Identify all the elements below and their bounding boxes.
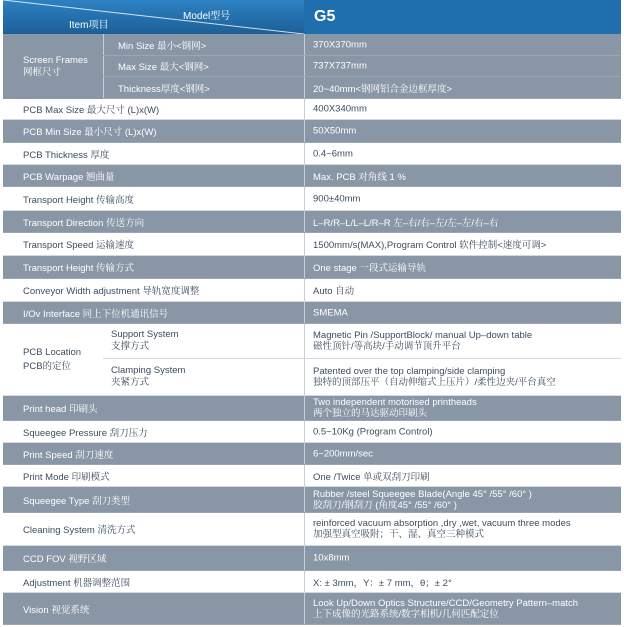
- row-label: PCB Thickness 厚度: [23, 149, 110, 161]
- row-value-en: Look Up/Down Optics Structure/CCD/Geometry Pattern–match: [313, 597, 579, 609]
- table-row: [3, 465, 621, 487]
- table-row: [103, 34, 621, 56]
- row-value: L–R/R–L/L–L/R–R 左–右/右–左/左–左/右–右: [313, 217, 499, 229]
- row-label: CCD FOV 视野区域: [23, 554, 107, 565]
- row-value: SMEMA: [313, 307, 348, 318]
- row-value: One stage 一段式运输导轨: [313, 263, 426, 274]
- row-label: PCB Max Size 最大尺寸 (L)x(W): [23, 105, 160, 116]
- row-value: 6~200mm/sec: [313, 448, 373, 459]
- header-model-label: Model型号: [183, 11, 231, 22]
- row-value-en: Rubber /steel Squeegee Blade(Angle 45° /55° /60° ): [313, 488, 532, 500]
- row-label: Vision 视觉系统: [23, 604, 90, 616]
- pcb-location-label: [23, 346, 81, 374]
- pcb-location-label-en: PCB Location: [23, 346, 82, 358]
- row-value: 10x8mm: [313, 552, 350, 564]
- row-value-cn: 加强型真空吸附；干、湿、真空三种模式: [313, 529, 485, 540]
- table-row: [3, 99, 621, 120]
- table-row: [3, 421, 621, 443]
- row-label: PCB Min Size 最小尺寸 (L)x(W): [23, 127, 157, 138]
- pcb-location-label-cn: PCB的定位: [23, 360, 72, 372]
- screen-frames-label: [23, 55, 88, 79]
- row-label: Min Size 最小<钢网>: [118, 40, 207, 52]
- support-system-value-cn: 磁性顶针/等高块/手动调节顶升平台: [313, 341, 461, 352]
- row-value: 20~40mm<钢网铝合金边框厚度>: [313, 83, 453, 95]
- row-value-cn: 胶刮刀/钢刮刀 (角度45° /55° /60° ): [313, 499, 457, 511]
- row-value: [313, 598, 578, 620]
- row-value-en: Two independent motorised printheads: [313, 397, 477, 408]
- row-label: Squeegee Type 刮刀类型: [23, 495, 131, 507]
- row-value: 1500mm/s(MAX),Program Control 软件控制<速度可调>: [313, 240, 547, 251]
- row-label: Adjustment 机器调整范围: [23, 577, 131, 589]
- row-label: Transport Direction 传送方向: [23, 217, 145, 229]
- header-model-value-cell: [304, 0, 621, 34]
- support-system-label: [111, 329, 179, 353]
- screen-frames-label-cn: 网框尺寸: [23, 66, 62, 78]
- support-system-value: [313, 330, 532, 352]
- row-value: 370X370mm: [313, 39, 367, 50]
- row-value: 0.5~10Kg (Program Control): [313, 426, 433, 437]
- table-header: [3, 0, 621, 34]
- row-value: [313, 397, 477, 419]
- row-value: 50X50mm: [313, 125, 357, 137]
- row-label: PCB Warpage 翘曲量: [23, 171, 115, 183]
- table-row: [3, 279, 621, 302]
- table-row: [103, 56, 621, 77]
- table-row: [3, 546, 621, 571]
- row-value: 400X340mm: [313, 103, 367, 115]
- screen-frames-label-en: Screen Frames: [23, 54, 88, 66]
- table-row: [3, 165, 621, 187]
- row-label: Cleaning System 清洗方式: [23, 525, 136, 536]
- row-label: Transport Height 传输方式: [23, 263, 135, 274]
- row-value-cn: 两个独立的马达驱动印刷头: [313, 408, 428, 419]
- table-row: [3, 593, 621, 625]
- support-system-value-en: Magnetic Pin /SupportBlock/ manual Up–down table: [313, 330, 533, 341]
- model-value: G5: [314, 8, 336, 25]
- row-label: Transport Height 传输高度: [23, 194, 135, 206]
- row-label: Squeegee Pressure 刮刀压力: [23, 427, 148, 439]
- row-label: I/Ov Interface 同上下位机通讯信号: [23, 308, 169, 320]
- row-value: One /Twice 单或双刮刀印刷: [313, 471, 430, 483]
- row-value: 900±40mm: [313, 193, 361, 204]
- row-value: 0.4~6mm: [313, 148, 353, 159]
- spec-table: [3, 0, 621, 627]
- row-label: Transport Speed 运输速度: [23, 240, 135, 251]
- clamping-system-label-en: Clamping System: [111, 365, 186, 376]
- table-row: [103, 324, 621, 359]
- table-row: [3, 256, 621, 279]
- table-row: [103, 359, 621, 396]
- table-row: [3, 233, 621, 256]
- table-row: [3, 513, 621, 546]
- table-row: [3, 487, 621, 513]
- row-value: Auto 自动: [313, 286, 355, 297]
- support-system-label-cn: 支撑方式: [111, 341, 150, 352]
- row-label: Print Mode 印刷模式: [23, 471, 110, 483]
- row-label: Print Speed 刮刀速度: [23, 449, 114, 461]
- row-value: X: ± 3mm，Y：± 7 mm，θ；± 2°: [313, 577, 452, 589]
- row-value-en: reinforced vacuum absorption ,dry ,wet, vacuum three modes: [313, 518, 571, 529]
- clamping-system-label: [111, 365, 185, 389]
- row-value: Max. PCB 对角线 1 %: [313, 171, 406, 183]
- table-row: [3, 143, 621, 165]
- header-item-label: Item项目: [69, 20, 109, 31]
- row-label: Thickness厚度<钢网>: [118, 83, 210, 95]
- table-row: [3, 187, 621, 211]
- row-label: Print head 印刷头: [23, 404, 98, 415]
- clamping-system-value-cn: 独特的顶部压平（自动伸缩式上压片）/柔性边夹/平台真空: [313, 377, 556, 388]
- table-row: [3, 211, 621, 233]
- support-system-label-en: Support System: [111, 329, 179, 340]
- row-value: 737X737mm: [313, 60, 367, 72]
- clamping-system-label-cn: 夹紧方式: [111, 377, 150, 388]
- header-item-model-cell: [3, 0, 304, 34]
- table-row: [3, 396, 621, 421]
- clamping-system-value-en: Patented over the top clamping/side clamping: [313, 366, 506, 377]
- table-row: [3, 302, 621, 324]
- row-value: [313, 489, 532, 511]
- table-row: [3, 120, 621, 143]
- row-label: Conveyor Width adjustment 导轨宽度调整: [23, 286, 200, 297]
- row-value-cn: 上下成像的光路系统/数字相机/几何匹配定位: [313, 608, 499, 620]
- header-diagonal-line: [3, 0, 304, 34]
- clamping-system-value: [313, 366, 556, 388]
- row-label: Max Size 最大<钢网>: [118, 62, 209, 73]
- row-value: [313, 518, 571, 540]
- table-row: [103, 77, 621, 99]
- table-row: [3, 571, 621, 593]
- table-row: [3, 443, 621, 465]
